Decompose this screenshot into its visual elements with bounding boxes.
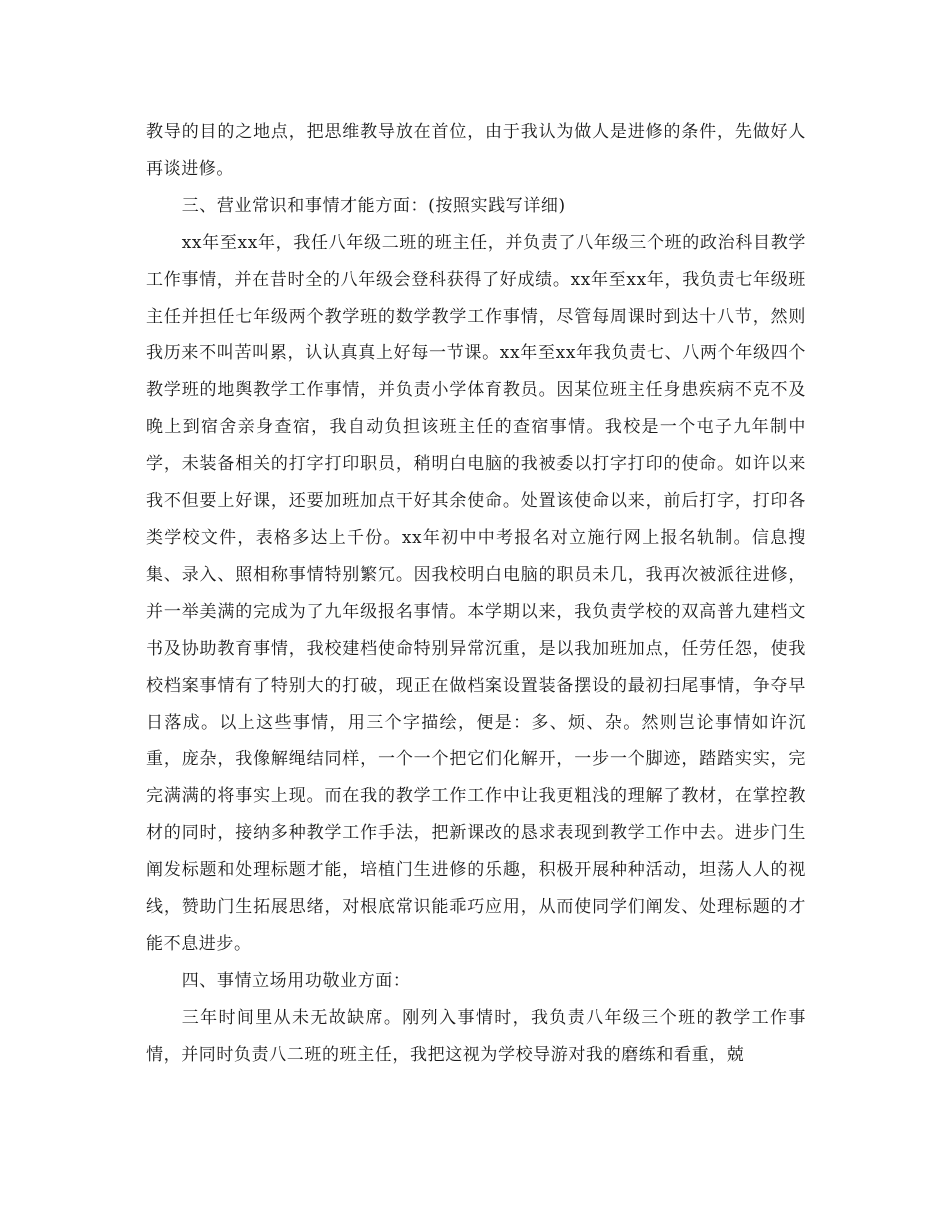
document-body [146,114,806,1074]
paragraph-section-4: 三年时间里从未无故缺席。刚列入事情时，我负责八年级三个班的教学工作事情，并同时负责八二班的班主任，我把这视为学校导游对我的磨练和看重，兢 [146,1007,806,1065]
paragraph-continuation: 教导的目的之地点，把思维教导放在首位，由于我认为做人是进修的条件，先做好人再谈进修。 [146,122,806,179]
section-heading-4: 四、事情立场用功敬业方面： [181,970,411,991]
section-heading-3: 三、营业常识和事情才能方面：(按照实践写详细) [181,195,566,216]
paragraph-section-3: xx年至xx年，我任八年级二班的班主任，并负责了八年级三个班的政治科目教学工作事情，并在昔时全的八年级会登科获得了好成绩。xx年至xx年，我负责七年级班主任并担任七年级两个教学班的数学教学工作事情，尽管每周课时到达十八节，然则我历来不叫苦叫累，认认真真上好每一节课。xx年至xx年我负责七、八两个年级四个教学班的地舆教学工作事情，并负责小学体育教员。因某位班主任身患疾病不克不及晚上到宿舍亲身查宿，我自动负担该班主任的查宿事情。我校是一个屯子九年制中学，未装备相关的打字打印职员，稍明白电脑的我被委以打字打印的使命。如许以来我不但要上好课，还要加班加点干好其余使命。处置该使命以来，前后打字，打印各类学校文件，表格多达上千份。xx年初中中考报名对立施行网上报名轨制。信息搜集、录入、照相称事情特别繁冗。因我校明白电脑的职员未几，我再次被派往进修，并一举美满的完成为了九年级报名事情。本学期以来，我负责学校的双高普九建档文书及协助教育事情，我校建档使命特别异常沉重，是以我加班加点，任劳任怨，使我校档案事情有了特别大的打破，现正在做档案设置装备摆设的最初扫尾事情，争夺早日落成。以上这些事情，用三个字描绘，便是：多、烦、杂。然则岂论事情如许沉重，庞杂，我像解绳结同样，一个一个把它们化解开，一步一个脚迹，踏踏实实，完完满满的将事实上现。而在我的教学工作工作中让我更粗浅的理解了教材，在掌控教材的同时，接纳多种教学工作手法，把新课改的恳求表现到教学工作中去。进步门生阐发标题和处理标题才能，培植门生进修的乐趣，积极开展种种活动，坦荡人人的视线，赞助门生拓展思绪，对根底常识能乖巧应用，从而使同学们阐发、处理标题的才能不息进步。 [146,232,806,954]
